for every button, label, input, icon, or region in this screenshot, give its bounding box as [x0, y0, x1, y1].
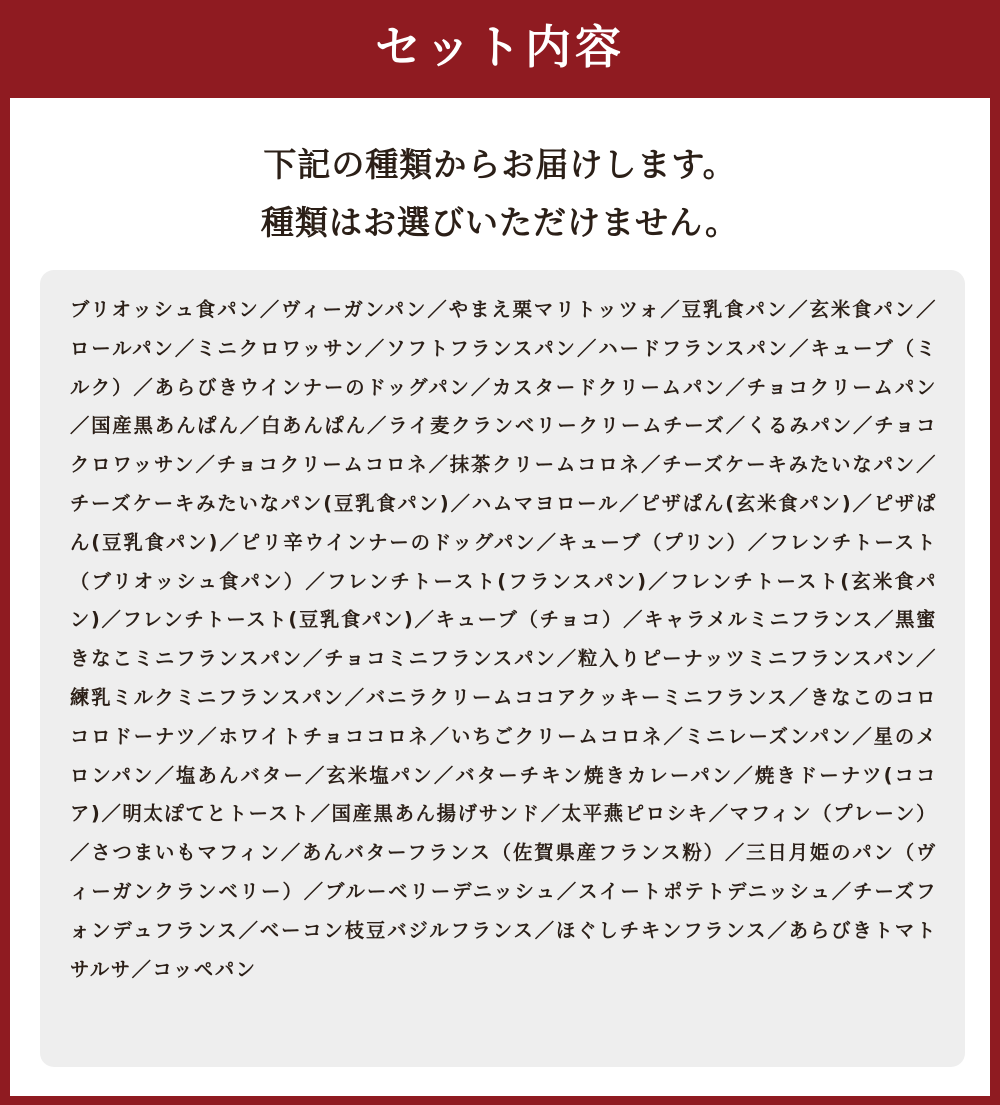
notice — [10, 136, 990, 252]
content-panel — [10, 98, 990, 1096]
notice-line-1: 下記の種類からお届けします。 — [263, 145, 737, 184]
bread-list-text: ブリオッシュ食パン／ヴィーガンパン／やまえ栗マリトッツォ／豆乳食パン／玄米食パン／ロールパン／ミニクロワッサン／ソフトフランスパン／ハードフランスパン／キューブ（ミルク）／あらびきウインナーのドッグパン／カスタードクリームパン／チョコクリームパン／国産黒あんぱん／白あんぱん／ライ麦クランベリークリームチーズ／くるみパン／チョコクロワッサン／チョコクリームコロネ／抹茶クリームコロネ／チーズケーキみたいなパン／チーズケーキみたいなパン(豆乳食パン)／ハムマヨロール／ピザぱん(玄米食パン)／ピザぱん(豆乳食パン)／ピリ辛ウインナーのドッグパン／キューブ（プリン）／フレンチトースト（ブリオッシュ食パン）／フレンチトースト(フランスパン)／フレンチトースト(玄米食パン)／フレンチトースト(豆乳食パン)／キューブ（チョコ）／キャラメルミニフランス／黒蜜きなこミニフランスパン／チョコミニフランスパン／粒入りピーナッツミニフランスパン／練乳ミルクミニフランスパン／バニラクリームココアクッキーミニフランス／きなこのコロコロドーナツ／ホワイトチョココロネ／いちごクリームコロネ／ミニレーズンパン／星のメロンパン／塩あんバター／玄米塩パン／バターチキン焼きカレーパン／焼きドーナツ(ココア)／明太ぽてとトースト／国産黒あん揚げサンド／太平燕ピロシキ／マフィン（プレーン）／さつまいもマフィン／あんバターフランス（佐賀県産フランス粉）／三日月姫のパン（ヴィーガンクランベリー）／ブルーベリーデニッシュ／スイートポテトデニッシュ／チーズフォンデュフランス／ベーコン枝豆バジルフランス／ほぐしチキンフランス／あらびきトマトサルサ／コッペパン — [70, 298, 937, 981]
bread-list-box — [40, 270, 965, 1067]
section-title: セット内容 — [375, 20, 625, 74]
header-banner — [0, 0, 1000, 98]
notice-line-2: 種類はお選びいただけません。 — [261, 203, 739, 242]
